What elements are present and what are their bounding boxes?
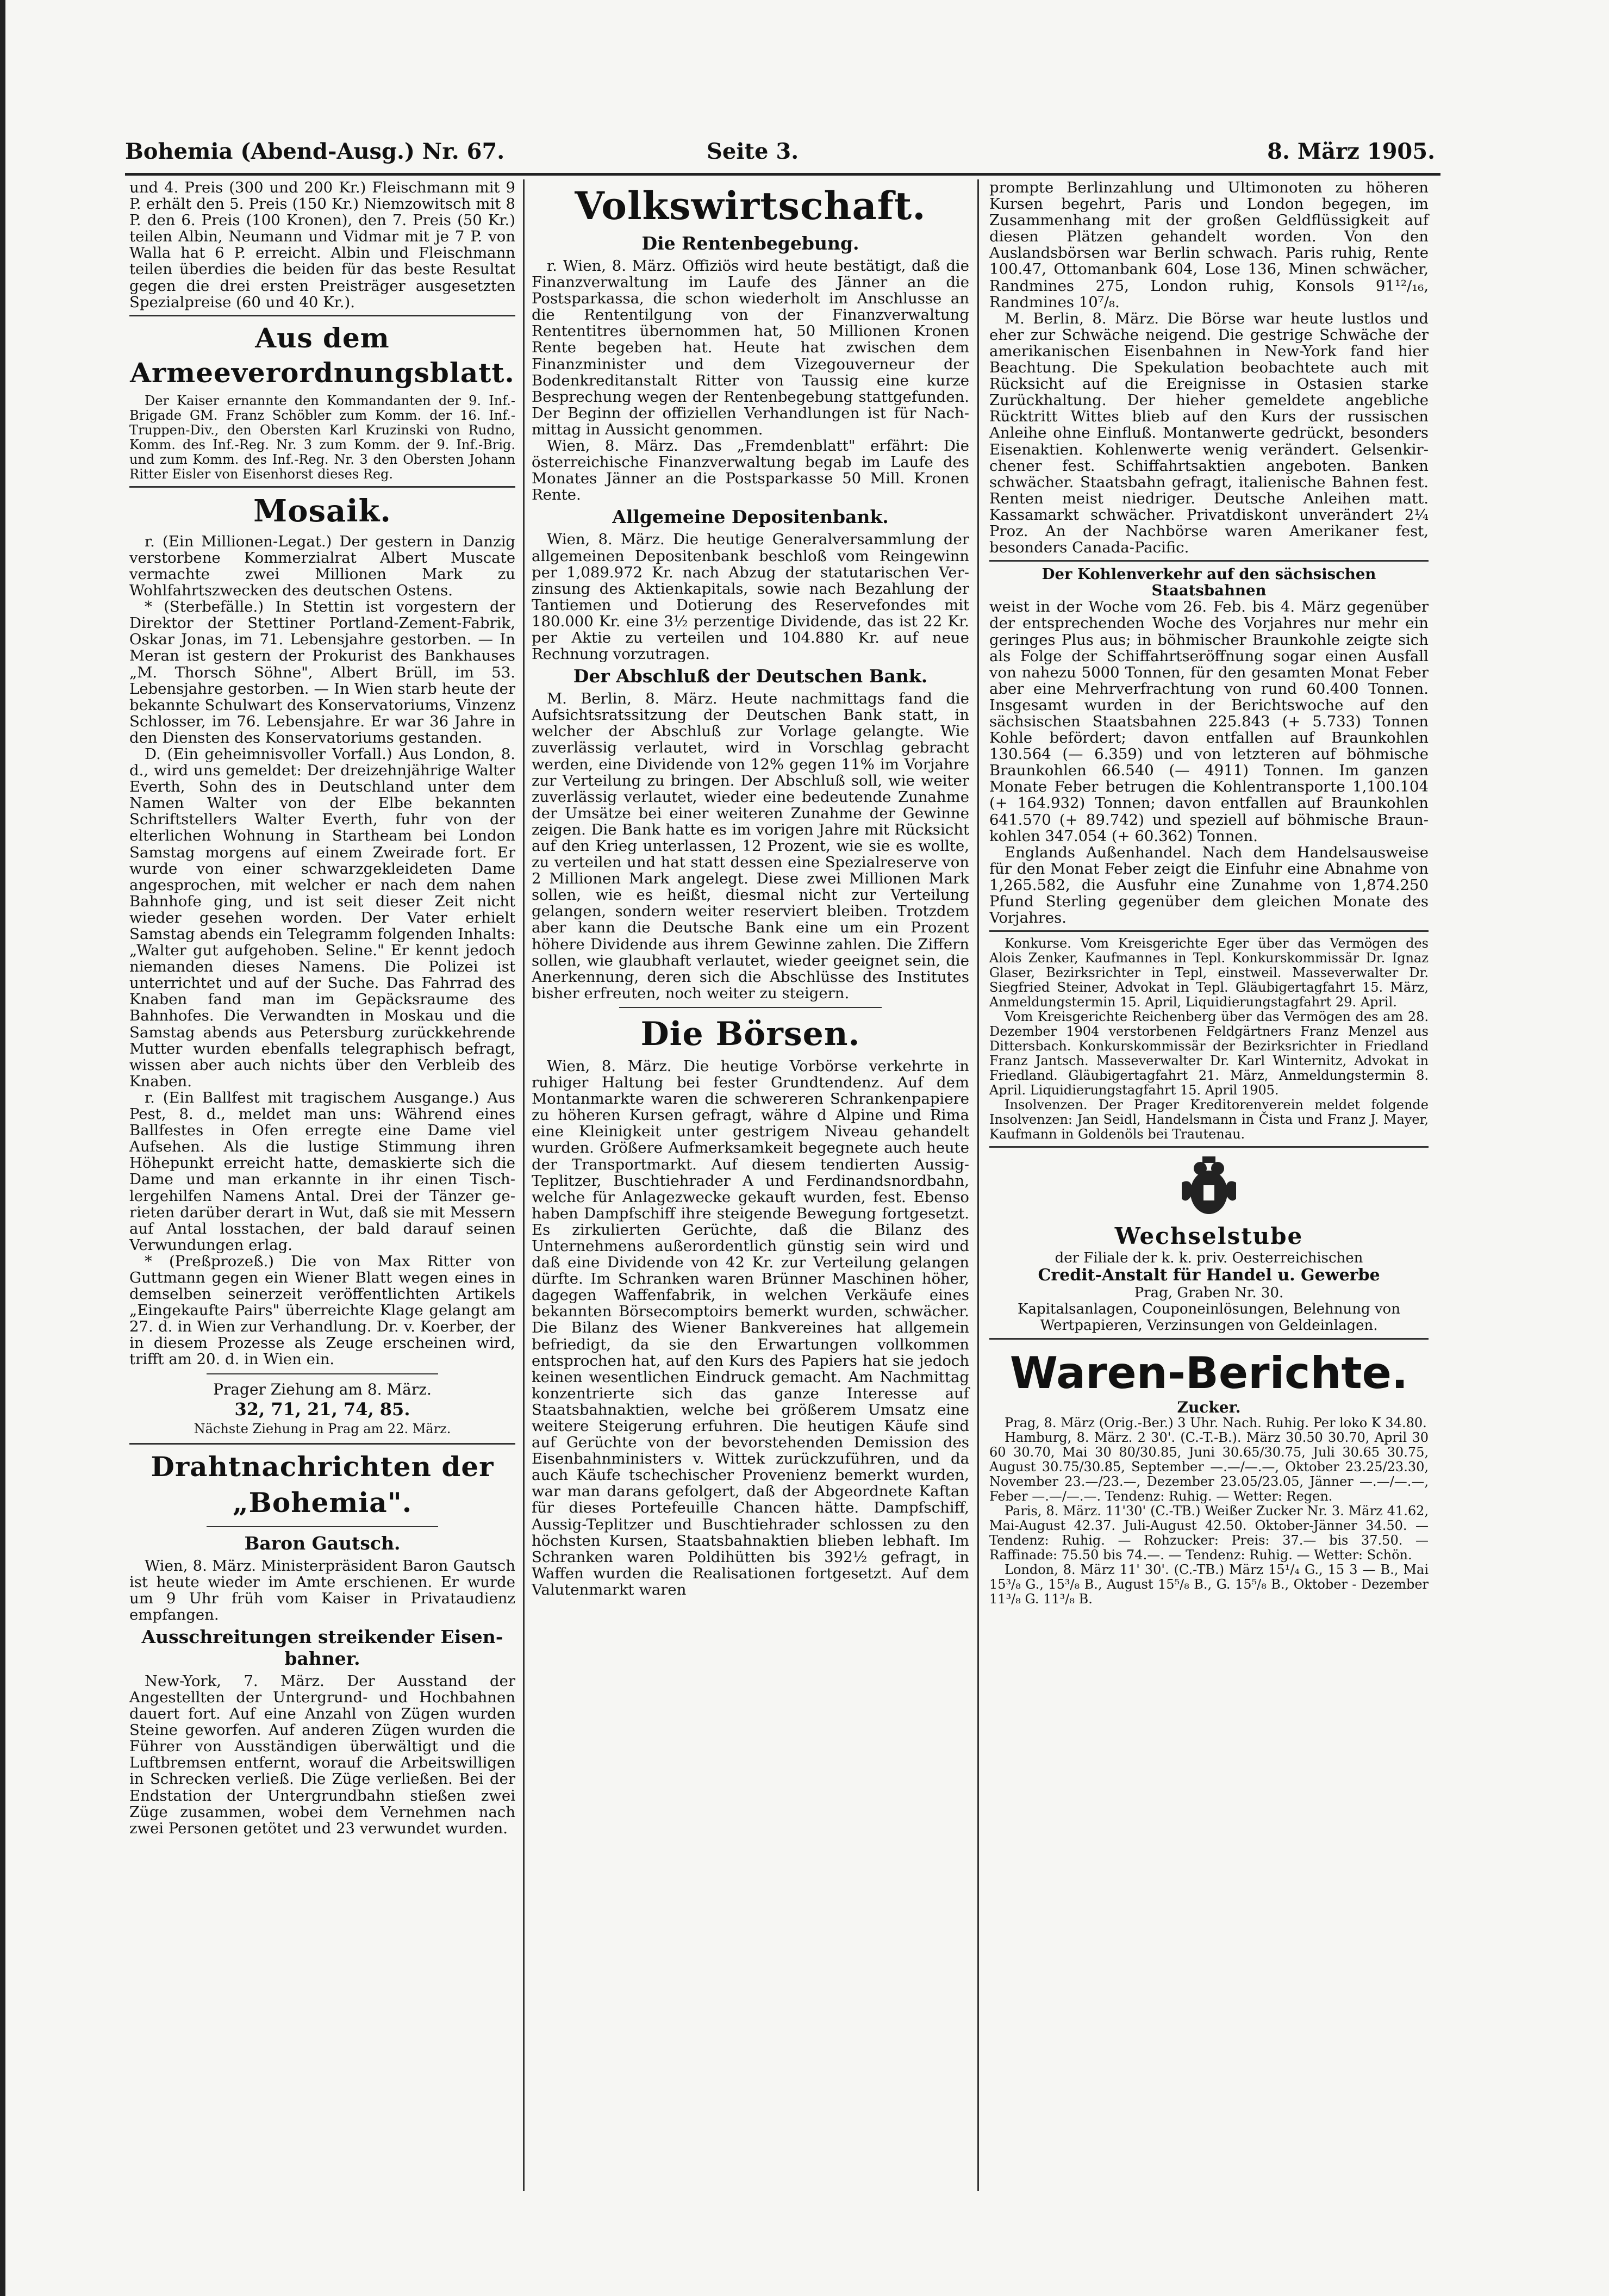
deutsche-bank-title: Der Abschluß der Deutschen Bank.	[573, 665, 928, 687]
gautsch-title: Baron Gautsch.	[244, 1532, 401, 1554]
zucker-paragraph: Prag, 8. März (Orig.-Ber.) 3 Uhr. Nach. Ruhig. Per loko K 34.80.	[1005, 1415, 1427, 1431]
header-page-number: Seite 3.	[707, 139, 799, 164]
mosaik-paragraph: * (Preßprozeß.) Die von Max Ritter von Guttmann gegen ein Wiener Blatt wegen eines in demselben seinerzeit veröffentlichten Artikels „Eingekaufte Pairs" überreichte Klage gelangt am 27. d. in Wien zur Verhandlung. Dr. v. Koerber, der in diesem Prozesse als Zeuge erscheinen wird, trifft am 20. d. in Wien ein.	[129, 1252, 515, 1368]
ziehung-next: Nächste Ziehung in Prag am 22. März.	[194, 1421, 451, 1436]
column-2	[532, 179, 969, 1598]
rente-title: Die Rentenbegebung.	[641, 233, 859, 254]
zucker-paragraph: Paris, 8. März. 11'30' (C.-TB.) Weißer Zucker Nr. 3. März 41.62, Mai-August 42.37. Juli-August 42.50. Oktober-Jänner 34.50. — Tendenz: Ruhig. — Rohzucker: Preis: 37.— bis 37.50. — Raffinade: 75.50 bis 74.—. — Tendenz: Ruhig. — Wetter: Schön.	[989, 1503, 1429, 1563]
mosaik-paragraph: r. (Ein Ballfest mit tragischem Ausgange.) Aus Pest, 8. d., meldet man uns: Während eines Ballfestes in Ofen erregte eine Dame viel Aufsehen. Als die lustige Stimmung ihren Höhepunkt erreicht hatte, demaskierte sich die Dame und man erkannte in ihr einen Tischlergehilfen Namens Antal. Drei der Tänzer gerieten darüber derart in Wut, daß sie mit Messern auf Antal losstachen, der bald darauf seinen Verwundungen erlag.	[129, 1088, 515, 1254]
depositenbank-text: Wien, 8. März. Die heutige Generalversammlung der allgemeinen Depositenbank beschloß vom Reingewinn per 1,089.972 Kr. nach Abzug der statutarischen Verzinsung des Aktienkapitals, sowie nach Bezahlung der Tantiemen und Dotierung des Reservefondes mit 180.000 Kr. eine 3½ perzentige Dividende, das ist 22 Kr. per Aktie zu verteilen und 104.880 Kr. auf neue Rechnung vorzutragen.	[532, 531, 969, 663]
chess-result-text: und 4. Preis (300 und 200 Kr.) Fleischmann mit 9 P. erhält den 5. Preis (150 Kr.) Niemzowitsch mit 8 P. den 6. Preis (100 Kronen), den 7. Preis (50 Kr.) teilen Albin, Neumann und Vidmar mit je 7 P. von Walla hat 6 P. erreicht. Albin und Fleischmann teilen überdies die beiden für das beste Resultat gegen die drei ersten Preisträger ausgesetzten Spezialpreise (60 und 40 Kr.).	[129, 179, 515, 311]
armee-text: Der Kaiser ernannte den Kommandanten der 9. Inf.-Brigade GM. Franz Schöbler zum Komm. der 16. Inf.-Truppen-Div., den Obersten Karl Kruzinski von Rudno, Komm. des Inf.-Reg. Nr. 3 zum Komm. der 9. Inf.-Brig. und zum Komm. des Inf.-Reg. Nr. 3 den Obersten Johann Ritter Eisler von Eisenhorst dieses Reg.	[129, 393, 515, 482]
wechselstube-line: Kapitalsanlagen, Couponeinlösungen, Belehnung von	[1018, 1301, 1400, 1318]
column-1	[129, 179, 515, 1837]
wechselstube-title: Wechselstube	[1114, 1223, 1304, 1250]
insolvenz-paragraph: Insolvenzen. Der Prager Kreditorenverein meldet folgende Insolvenzen: Jan Seidl, Handelsmann in Čista und Franz J. Mayer, Kaufmann in Goldenöls bei Trautenau.	[989, 1097, 1429, 1142]
divider	[207, 1526, 438, 1527]
mosaik-paragraph: D. (Ein geheimnisvoller Vorfall.) Aus London, 8. d., wird uns gemeldet: Der dreizehnjährige Walter Everth, Sohn des in Deutschland unter dem Namen Walter von der Elbe bekannten Schriftstellers Walter Everth, fuhr von der elterlichen Wohnung in Startheam bei London Samstag morgens auf einem Zweirade fort. Er wurde von einer schwarzgekleideten Dame angesprochen, mit welcher er nach dem nahen Bahnhofe ging, und ist seit dieser Zeit nicht wieder gesehen worden. Der Vater erhielt Samstag abends ein Telegramm folgenden Inhalts: „Walter gut aufgehoben. Seline." Er kennt jedoch niemanden dieses Namens. Die Polizei ist unterrichtet und auf der Suche. Das Fahrrad des Knaben fand man im Gepäcksraume des Bahnhofes. Die Verwandten in Moskau und die Samstag abends aus Petersburg zurückkehrende Mutter wurden ebenfalls telegraphisch befragt, wissen aber auch nichts über den Verbleib des Knaben.	[129, 745, 515, 1090]
column-divider-1	[523, 179, 525, 2191]
rente-paragraph: r. Wien, 8. März. Offiziös wird heute bestätigt, daß die Finanzverwaltung im Laufe des Jänner an die Postsparkassa, die schon wiederholt im Anschlusse an die Rententilgung von der Finanzverwaltung Rententitres übernommen hat, 50 Millionen Kronen Rente begeben hat. Heute hat zwischen dem Finanzminister und dem Vizegouverneur der Bodenkreditanstalt Ritter von Taussig eine kurze Besprechung wegen der Rentenbegebung stattgefunden. Der Beginn der offiziellen Verhandlungen ist für Nachmittag in Aussicht genommen.	[532, 257, 969, 438]
divider	[989, 560, 1429, 562]
zucker-paragraph: Hamburg, 8. März. 2 30'. (C.-T.-B.). März 30.50 30.70, April 30 60 30.70, Mai 30 80/30.85, Juni 30.65/30.75, Juli 30.65 30.75, August 30.75/30.85, September —.—/—.—, Oktober 23.25/23.30, November 23.—/23.—, Dezember 23.05/23.05, Jänner —.—/—.—, Feber —.—/—.—. Tendenz: Ruhig. — Wetter: Regen.	[989, 1430, 1429, 1504]
mosaik-paragraph: r. (Ein Millionen-Legat.) Der gestern in Danzig verstorbene Kommerzialrat Albert Muscate vermachte zwei Millionen Mark zu Wohlfahrtszwecken des deutschen Ostens.	[129, 532, 515, 600]
wechselstube-line: Credit-Anstalt für Handel u. Gewerbe	[1038, 1266, 1380, 1285]
divider	[619, 1007, 882, 1008]
rente-paragraph: Wien, 8. März. Das „Fremdenblatt" erfährt: Die österreichische Finanzverwaltung begab im Laufe des Monates Jänner an die Postsparkasse 50 Mill. Kronen Rente.	[532, 437, 969, 504]
deutsche-bank-text: M. Berlin, 8. März. Heute nachmittags fand die Aufsichtsratssitzung der Deutschen Bank statt, in welcher der Abschluß zur Vorlage gelangte. Wie zuverlässig verlautet, wird in Vorschlag gebracht werden, eine Dividende von 12% gegen 11% im Vorjahre zur Verteilung zu bringen. Der Abschluß soll, wie weiter zuverlässig verlautet, wieder eine bedeutende Zunahme der Umsätze bei einer weiteren Zunahme der Gewinne zeigen. Die Bank hatte es im vorigen Jahre mit Rücksicht auf den Krieg unterlassen, 12 Prozent, wie sie es wollte, zu verteilen und hat statt dessen eine Spezialreserve von 2 Millionen Mark angelegt. Diese zwei Millionen Mark sollen, wie es heißt, diesmal nicht zur Verteilung gelangen, sondern weiter reserviert bleiben. Trotzdem aber kann die Deutsche Bank eine um ein Prozent höhere Dividende aus ihrem Gewinne zahlen. Die Ziffern sollen, wie glaubhaft verlautet, wieder geeignet sein, die Anerkennung, deren sich die Abschlüsse des Institutes bisher erfreuten, noch weiter zu steigern.	[532, 690, 969, 1002]
konkurs-paragraph: Konkurse. Vom Kreisgerichte Eger über das Vermögen des Alois Zenker, Kaufmannes in Tepl. Konkurskommissär Dr. Ignaz Glaser, Bezirksrichter in Tepl, einstweil. Masseverwalter Dr. Siegfried Steiner, Advokat in Tepl. Gläubigertagfahrt 15. März, Anmeldungstermin 15. April, Liquidierungstagfahrt 29. April.	[989, 936, 1429, 1010]
eagle-emblem-icon	[1176, 1155, 1242, 1221]
divider	[989, 930, 1429, 932]
mosaik-title: Mosaik.	[253, 493, 391, 529]
header-date: 8. März 1905.	[1267, 139, 1435, 164]
column-divider-2	[977, 179, 979, 2191]
divider	[129, 1443, 515, 1445]
divider	[129, 315, 515, 316]
armee-title: Aus dem Armeeverordnungsblatt.	[130, 321, 515, 389]
ausschreitung-title: Ausschreitungen streikender Eisenbahner.	[141, 1626, 503, 1669]
divider	[989, 1146, 1429, 1148]
valuten-continued-text: prompte Berlinzahlung und Ultimonoten zu höheren Kursen begehrt, Paris und London begegen, im Zusammenhang mit der großen Geldflüssigkeit auf diesen Plätzen gehandelt worden. Von den Auslandsbörsen war Berlin schwach. Paris ruhig, Rente 100.47, Ottomanbank 604, Lose 136, Minen schwächer, Randmines 275, London ruhig, Konsols 91¹²/₁₆, Randmines 10⁷/₈.	[989, 179, 1429, 311]
gautsch-text: Wien, 8. März. Ministerpräsident Baron Gautsch ist heute wieder im Amte erschienen. Er wurde um 9 Uhr früh vom Kaiser in Privataudienz empfangen.	[129, 1557, 515, 1623]
kohle-text: weist in der Woche vom 26. Feb. bis 4. März gegenüber der entsprechenden Woche des Vorjahres nur mehr ein geringes Plus aus; in böhmischer Braunkohle zeigte sich als Folge der Schiffahrtseröffnung sogar einen Ausfall von nahezu 5000 Tonnen, für den gesamten Monat Feber aber eine Mehrverfrachtung von rund 60.400 Tonnen. Insgesamt wurden in der Berichtswoche auf den sächsischen Staatsbahnen 225.843 (+ 5.733) Tonnen Kohle befördert; davon entfallen auf Braunkohlen 130.564 (— 6.359) und von letzteren auf böhmische Braunkohlen 66.540 (— 4911) Tonnen. Im ganzen Monate Feber betrugen die Kohlentransporte 1,100.104 (+ 164.932) Tonnen; davon entfallen auf Braunkohlen 641.570 (+ 89.742) und speziell auf böhmische Braunkohlen 347.054 (+ 60.362) Tonnen.	[989, 598, 1429, 845]
ziehung-numbers: 32, 71, 21, 74, 85.	[234, 1398, 410, 1420]
berlin-boerse-text: M. Berlin, 8. März. Die Börse war heute lustlos und eher zur Schwäche neigend. Die gestrige Schwäche der amerikanischen Eisenbahnen in New-York fand hier Beachtung. Die Spekulation beobachtete auch mit Rücksicht auf die Ereignisse in Ostasien starke Zurückhaltung. Der hieher gemeldete angebliche Rücktritt Wittes blieb auf den Kurs der russischen Anleihe ohne Einfluß. Montanwerte gedrückt, besonders Eisenaktien. Kohlenwerte wenig verändert. Gelsenkirchener fest. Schiffahrtsaktien angeboten. Banken schwächer. Staatsbahn gefragt, italienische Bahnen fest. Renten meist niedriger. Deutsche Anleihen matt. Kassamarkt schwächer. Privatdiskont unverändert 2¼ Proz. An der Nachbörse waren Amerikaner fest, besonders Canada-Pacific.	[989, 309, 1429, 557]
kohle-title: Der Kohlenverkehr auf den sächsischen Staatsbahnen	[1042, 565, 1376, 600]
header-publication: Bohemia (Abend-Ausg.) Nr. 67.	[125, 139, 505, 164]
wechselstube-line: der Filiale der k. k. priv. Oesterreichischen	[1055, 1250, 1363, 1267]
scan-edge	[0, 0, 5, 2296]
boersen-title: Die Börsen.	[640, 1015, 860, 1053]
divider	[207, 1373, 438, 1374]
zucker-paragraph: London, 8. März 11' 30'. (C.-TB.) März 15¹/₄ G., 15 3 — B., Mai 15³/₈ G., 15³/₈ B., August 15⁵/₈ B., G. 15⁵/₈ B., Oktober - Dezember 11³/₈ G. 11³/₈ B.	[989, 1562, 1429, 1607]
england-text: Englands Außenhandel. Nach dem Handelsausweise für den Monat Feber zeigt die Einfuhr eine Abnahme von 1,265.582, die Ausfuhr eine Zunahme von 1,874.250 Pfund Sterling gegenüber dem gleichen Monate des Vorjahres.	[989, 843, 1429, 927]
column-3	[989, 179, 1429, 1607]
divider	[989, 1338, 1429, 1340]
zucker-title: Zucker.	[1177, 1398, 1241, 1417]
draht-title: Drahtnachrichten der „Bohemia".	[151, 1450, 494, 1519]
boersen-text: Wien, 8. März. Die heutige Vorbörse verkehrte in ruhiger Haltung bei fester Grundtendenz. Auf dem Montanmarkte waren die schwereren Schrankenpapiere zu höheren Kursen gefragt, währe d Alpine und Rima eine Kleinigkeit unter gestrigem Niveau gehandelt wurden. Größere Aufmerksamkeit begegnete auch heute der Transportmarkt. Auf diesem tendierten Aussig-Teplitzer, Buschtiehrader A und Ferdinandsnordbahn, welche für Anlagezwecke gekauft wurden, fest. Ebenso haben Dampfschiff ihre steigende Bewegung fortgesetzt. Es zirkulierten Gerüchte, daß die Bilanz des Unternehmens außerordentlich günstig sein wird und daß eine Dividende von 42 Kr. zur Verteilung gelangen dürfte. Im Schranken waren Brünner Maschinen höher, dagegen Waffenfabrik, in welchen Verkäufe eines bekannten Börsecomptoirs bemerkt wurden, schwächer. Die Bilanz des Wiener Bankvereines hat allgemein befriedigt, da sie den Erwartungen vollkommen entsprochen hat, auf den Kurs des Papiers hat sie jedoch keinen wesentlichen Eindruck gemacht. Am Nachmittag konzentrierte sich das ganze Interesse auf Staatsbahnaktien, welche bei größerem Umsatz eine weitere Steigerung erfuhren. Die heutigen Käufe sind auf Gerüchte von der bevorstehenden Demission des Eisenbahnministers v. Wittek zurückzuführen, und da auch Käufe tschechischer Provenienz bemerkt wurden, war man darans gefolgert, daß der Abgeordnete Kaftan für dieses Portefeuille Chancen hätte. Dampfschiff, Aussig-Teplitzer und Buschtiehrader schlossen zu den höchsten Kursen, Staatsbahnaktien blieben lebhaft. Im Schranken waren Poldihütten bis 392½ gefragt, in Waffen wurden die Realisationen fortgesetzt. Auf dem Valutenmarkt waren	[532, 1057, 969, 1598]
header-rule	[125, 173, 1440, 176]
waren-berichte-title: Waren-Berichte.	[1009, 1348, 1408, 1399]
wechselstube-line: Wertpapieren, Verzinsungen von Geldeinlagen.	[1040, 1317, 1378, 1334]
mosaik-paragraph: * (Sterbefälle.) In Stettin ist vorgestern der Direktor der Stettiner Portland-Zement-Fabrik, Oskar Jonas, im 71. Lebensjahre gestorben. — In Meran ist gestern der Prokurist des Bankhauses „M. Thorsch Söhne", Albert Brüll, im 53. Lebensjahre gestorben. — In Wien starb heute der bekannte Schulwart des Konservatoriums, Vinzenz Schlosser, im 76. Lebensjahre. Er war 36 Jahre in den Diensten des Konservatoriums gestanden.	[129, 598, 515, 746]
depositenbank-title: Allgemeine Depositenbank.	[612, 506, 889, 528]
ziehung-title: Prager Ziehung am 8. März.	[213, 1380, 432, 1398]
volkswirtschaft-title: Volkswirtschaft.	[575, 183, 926, 228]
divider	[129, 486, 515, 488]
page-header	[125, 139, 1435, 171]
konkurs-paragraph: Vom Kreisgerichte Reichenberg über das Vermögen des am 28. Dezember 1904 verstorbenen Feldgärtners Franz Menzel aus Dittersbach. Konkurskommissär der Bezirksrichter in Friedland Franz Jantsch. Masseverwalter Dr. Karl Winternitz, Advokat in Friedland. Gläubigertagfahrt 21. März, Anmeldungstermin 8. April. Liquidierungstagfahrt 15. April 1905.	[989, 1009, 1429, 1098]
wechselstube-line: Prag, Graben Nr. 30.	[1134, 1285, 1284, 1302]
ausschreitung-text: New-York, 7. März. Der Ausstand der Angestellten der Untergrund- und Hochbahnen dauert fort. Auf eine Anzahl von Zügen wurden Steine geworfen. Auf anderen Zügen wurden die Führer von Ausständigen überwältigt und die Luftbremsen entfernt, worauf die Arbeitswilligen in Schrecken verließ. Die Züge verließen. Bei der Endstation der Untergrundbahn stießen zwei Züge zusammen, wobei dem Vernehmen nach zwei Personen getötet und 23 verwundet wurden.	[129, 1672, 515, 1837]
